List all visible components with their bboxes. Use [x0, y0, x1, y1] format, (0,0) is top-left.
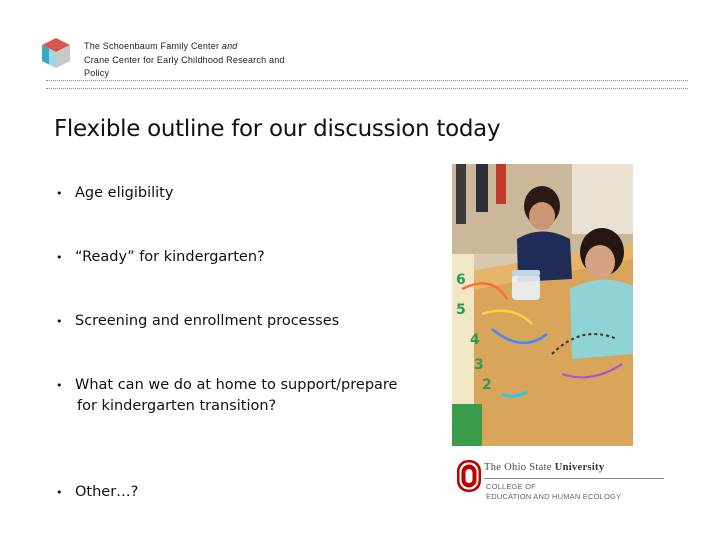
university-name: [484, 462, 604, 473]
college-line2: EDUCATION AND HUMAN ECOLOGY: [486, 491, 622, 501]
slide-title: Flexible outline for our discussion today: [54, 116, 501, 142]
org-line2: Crane Center for Early Childhood Research and: [84, 54, 285, 65]
university-prefix: The Ohio State: [484, 462, 552, 473]
bullet-glyph: •: [56, 379, 63, 392]
bullet-text: Age eligibility: [75, 185, 174, 201]
org-line3: Policy: [84, 68, 110, 78]
bullet-list: [56, 183, 426, 500]
bullet-glyph: •: [56, 315, 63, 328]
divider: [484, 478, 664, 479]
bullet-item: [56, 247, 426, 268]
bullet-text-continuation: for kindergarten transition?: [77, 398, 277, 414]
svg-text:2: 2: [482, 377, 492, 393]
bullet-glyph: •: [56, 486, 63, 499]
svg-text:5: 5: [456, 302, 466, 318]
bullet-text: Other…?: [75, 484, 139, 500]
bullet-item: [56, 375, 426, 417]
org-line1: The Schoenbaum Family Center: [84, 41, 220, 51]
bullet-text: Screening and enrollment processes: [75, 313, 340, 329]
svg-text:4: 4: [470, 332, 480, 348]
block-o-logo-icon: [451, 458, 487, 494]
bullet-item: [56, 311, 426, 332]
college-name: [486, 482, 686, 501]
svg-text:6: 6: [456, 272, 466, 288]
college-line1: COLLEGE OF: [486, 482, 536, 491]
bullet-text: What can we do at home to support/prepare: [75, 377, 398, 393]
bullet-text: “Ready” for kindergarten?: [75, 249, 265, 265]
bullet-glyph: •: [56, 187, 63, 200]
divider: [46, 88, 688, 89]
children-playing-photo: [452, 164, 633, 446]
university-bold: University: [554, 462, 605, 473]
svg-text:3: 3: [474, 357, 484, 373]
organization-name: [84, 40, 324, 81]
org-line1-italic: and: [221, 41, 238, 51]
bullet-glyph: •: [56, 251, 63, 264]
bullet-item: [56, 482, 426, 503]
bullet-item: [56, 183, 426, 204]
cube-logo-icon: [40, 36, 72, 70]
divider: [46, 80, 688, 81]
